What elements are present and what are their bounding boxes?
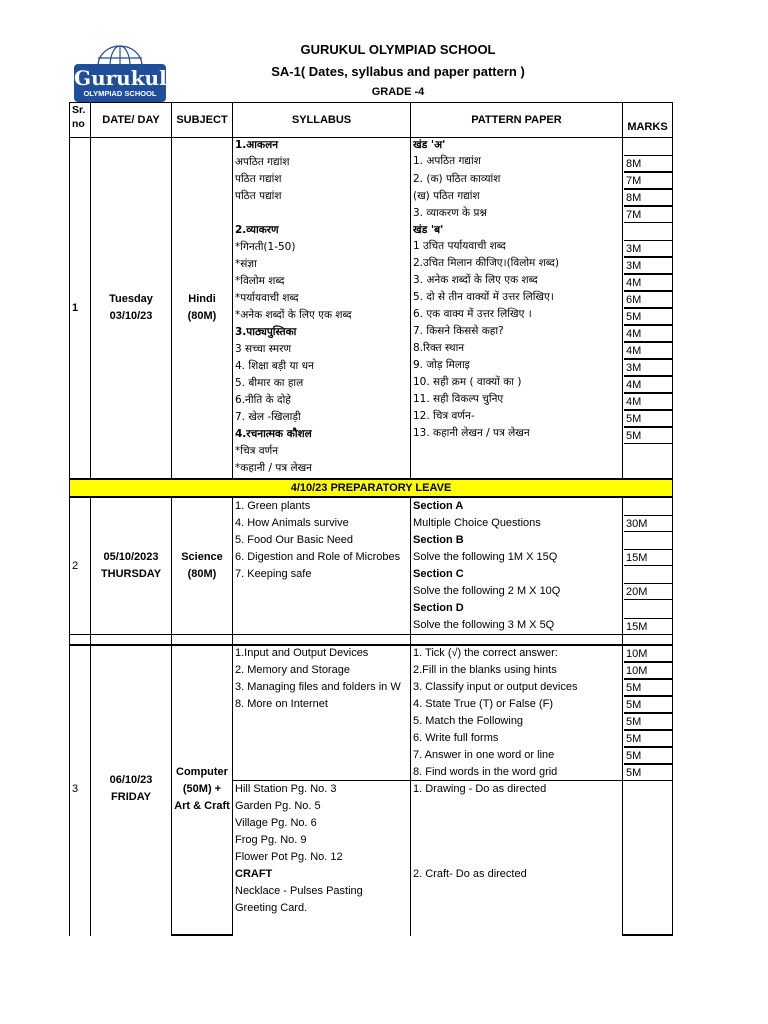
row3-srno: 3: [72, 783, 79, 795]
pattern-item: Section A: [413, 500, 464, 512]
pattern-item: 5. दो से तीन वाक्यों में उत्तर लिखिए।: [413, 291, 554, 303]
syllabus-item: 2. Memory and Storage: [235, 664, 350, 676]
syllabus-item: 3 सच्चा स्मरण: [235, 343, 292, 355]
syllabus-item: *पर्यायवाची शब्द: [235, 292, 299, 304]
marks-cell: 5M: [624, 696, 672, 713]
marks-cell: 7M: [624, 172, 672, 189]
marks-cell: 3M: [624, 240, 672, 257]
pattern-item: 5. Match the Following: [413, 715, 524, 727]
marks-cell: 10M: [624, 662, 672, 679]
art-pattern-item: 2. Craft- Do as directed: [413, 868, 527, 880]
marks-cell: 4M: [624, 325, 672, 342]
syllabus-item: *विलोम शब्द: [235, 275, 285, 287]
art-syllabus-item: Greeting Card.: [235, 902, 308, 914]
logo-text: Gurukul: [74, 66, 167, 90]
pattern-item: 2.Fill in the blanks using hints: [413, 664, 557, 676]
row2-srno: 2: [72, 560, 79, 572]
marks-cell: 5M: [624, 679, 672, 696]
pattern-item: 11. सही विकल्प चुनिए: [413, 393, 504, 405]
header-subject: SUBJECT: [176, 114, 228, 126]
pattern-item: 3. अनेक शब्दों के लिए एक शब्द: [413, 274, 538, 286]
syllabus-item: *गिनती(1-50): [235, 241, 296, 253]
syllabus-item: पठित गद्यांश: [235, 173, 282, 185]
syllabus-item: 7. Keeping safe: [235, 568, 312, 580]
marks-cell: 3M: [624, 257, 672, 274]
pattern-item: Section D: [413, 602, 464, 614]
row3-date: 06/10/23: [109, 774, 153, 786]
row1-date: 03/10/23: [109, 310, 153, 322]
pattern-item: 8. Find words in the word grid: [413, 766, 558, 778]
pattern-item: Solve the following 2 M X 10Q: [413, 585, 561, 597]
pattern-item: 2.उचित मिलान कीजिए।(विलोम शब्द): [413, 257, 559, 269]
pattern-item: 8.रिक्त स्थान: [413, 342, 465, 354]
art-syllabus-item: Garden Pg. No. 5: [235, 800, 321, 812]
marks-cell: 4M: [624, 376, 672, 393]
syllabus-item: 8. More on Internet: [235, 698, 328, 710]
row2-day: THURSDAY: [100, 568, 162, 580]
art-pattern-item: 1. Drawing - Do as directed: [413, 783, 547, 795]
syllabus-item: 6.नीति के दोहे: [235, 394, 291, 406]
marks-cell: 5M: [624, 730, 672, 747]
marks-cell: 20M: [624, 583, 672, 600]
marks-cell: 7M: [624, 206, 672, 223]
school-title: GURUKUL OLYMPIAD SCHOOL: [300, 42, 496, 57]
marks-cell: 8M: [624, 189, 672, 206]
marks-cell: 4M: [624, 393, 672, 410]
syllabus-item: 4. How Animals survive: [235, 517, 349, 529]
syllabus-item: *संज्ञा: [235, 258, 257, 270]
row3-subject-art: Art & Craft: [174, 800, 230, 812]
marks-cell: 4M: [624, 274, 672, 291]
row3-day: FRIDAY: [111, 791, 151, 803]
syllabus-item: 6. Digestion and Role of Microbes: [235, 551, 401, 563]
art-syllabus-item: Necklace - Pulses Pasting: [235, 885, 363, 897]
marks-cell: 15M: [624, 549, 672, 566]
pattern-item: Section C: [413, 568, 464, 580]
pattern-item: 2. (क) पठित काव्यांश: [413, 173, 501, 185]
marks-cell: 5M: [624, 747, 672, 764]
marks-cell: 5M: [624, 713, 672, 730]
row1-date-day: Tuesday: [109, 293, 153, 305]
pattern-item: 7. Answer in one word or line: [413, 749, 555, 761]
syllabus-item: 3.पाठ्यपुस्तिका: [235, 326, 297, 338]
syllabus-item: अपठित गद्यांश: [235, 156, 290, 168]
pattern-item: Solve the following 1M X 15Q: [413, 551, 558, 563]
syllabus-item: *चित्र वर्णन: [235, 445, 279, 457]
art-syllabus-item: CRAFT: [235, 868, 273, 880]
marks-cell: 3M: [624, 359, 672, 376]
art-syllabus-item: Flower Pot Pg. No. 12: [235, 851, 343, 863]
marks-cell: 4M: [624, 342, 672, 359]
marks-cell: 5M: [624, 308, 672, 325]
pattern-item: 9. जोड़ मिलाइ: [413, 359, 470, 371]
row2-date: 05/10/2023: [103, 551, 159, 563]
art-syllabus-item: Village Pg. No. 6: [235, 817, 317, 829]
pattern-item: (ख) पठित गद्यांश: [413, 190, 480, 202]
pattern-item: Solve the following 3 M X 5Q: [413, 619, 555, 631]
pattern-item: 4. State True (T) or False (F): [413, 698, 553, 710]
logo-subtext: OLYMPIAD SCHOOL: [83, 89, 157, 98]
syllabus-item: *अनेक शब्दों के लिए एक शब्द: [235, 309, 352, 321]
pattern-item: Section B: [413, 534, 464, 546]
pattern-item: 7. किसने किससे कहा?: [413, 325, 504, 337]
syllabus-item: 4. शिक्षा बड़ी या धन: [235, 360, 314, 372]
syllabus-item: *कहानी / पत्र लेखन: [235, 462, 313, 474]
marks-cell: 30M: [624, 515, 672, 532]
row1-subject: Hindi: [188, 293, 216, 305]
marks-cell: 6M: [624, 291, 672, 308]
syllabus-item: 7. खेल -खिलाड़ी: [235, 411, 301, 423]
pattern-item: 1. अपठित गद्यांश: [413, 155, 481, 167]
syllabus-item: 1.आकलन: [235, 139, 279, 151]
header-pattern: PATTERN PAPER: [471, 114, 562, 126]
row2-subject-marks: (80M): [187, 568, 217, 580]
row2-subject: Science: [181, 551, 223, 563]
preparatory-leave-text: 4/10/23 PREPARATORY LEAVE: [290, 482, 452, 494]
row1-srno: 1: [72, 302, 79, 314]
marks-cell: 10M: [624, 645, 672, 662]
pattern-item: 3. व्याकरण के प्रश्न: [413, 207, 487, 219]
pattern-item: 13. कहानी लेखन / पत्र लेखन: [413, 427, 530, 439]
pattern-item: 6. Write full forms: [413, 732, 499, 744]
marks-cell: 15M: [624, 618, 672, 635]
pattern-item: 1. Tick (√) the correct answer:: [413, 647, 558, 659]
pattern-item: 10. सही क्रम ( वाक्यों का ): [413, 376, 522, 388]
row3-subject-marks: (50M) +: [182, 783, 222, 795]
marks-cell: 5M: [624, 764, 672, 781]
art-syllabus-item: Frog Pg. No. 9: [235, 834, 307, 846]
pattern-item: 6. एक वाक्य में उत्तर लिखिए ।: [413, 308, 532, 320]
header-srno: Sr. no: [72, 104, 86, 130]
pattern-item: 1 उचित पर्यायवाची शब्द: [413, 240, 506, 252]
pattern-item: खंड 'अ': [413, 139, 446, 151]
document-subtitle: SA-1( Dates, syllabus and paper pattern ): [271, 64, 525, 79]
syllabus-item: 4.रचनात्मक कौशल: [235, 428, 312, 440]
header-syllabus: SYLLABUS: [291, 114, 352, 126]
syllabus-item: 1. Green plants: [235, 500, 311, 512]
pattern-item: खंड 'ब': [413, 224, 444, 236]
marks-cell: 5M: [624, 427, 672, 444]
syllabus-item: 1.Input and Output Devices: [235, 647, 369, 659]
syllabus-item: 5. Food Our Basic Need: [235, 534, 354, 546]
row1-subject-marks: (80M): [187, 310, 217, 322]
pattern-item: 3. Classify input or output devices: [413, 681, 578, 693]
syllabus-item: 3. Managing files and folders in W: [235, 681, 401, 693]
header-date: DATE/ DAY: [102, 114, 160, 126]
header-marks: MARKS: [627, 121, 668, 133]
row3-subject: Computer: [176, 766, 228, 778]
pattern-item: Multiple Choice Questions: [413, 517, 541, 529]
grade-label: GRADE -4: [371, 86, 425, 98]
syllabus-item: पठित पद्यांश: [235, 190, 282, 202]
preparatory-leave-banner: [70, 480, 672, 496]
marks-cell: 5M: [624, 410, 672, 427]
art-syllabus-item: Hill Station Pg. No. 3: [235, 783, 337, 795]
pattern-item: 12. चित्र वर्णन-: [413, 410, 475, 422]
syllabus-item: 2.व्याकरण: [235, 224, 279, 236]
syllabus-item: 5. बीमार का हाल: [235, 377, 304, 389]
marks-cell: 8M: [624, 155, 672, 172]
